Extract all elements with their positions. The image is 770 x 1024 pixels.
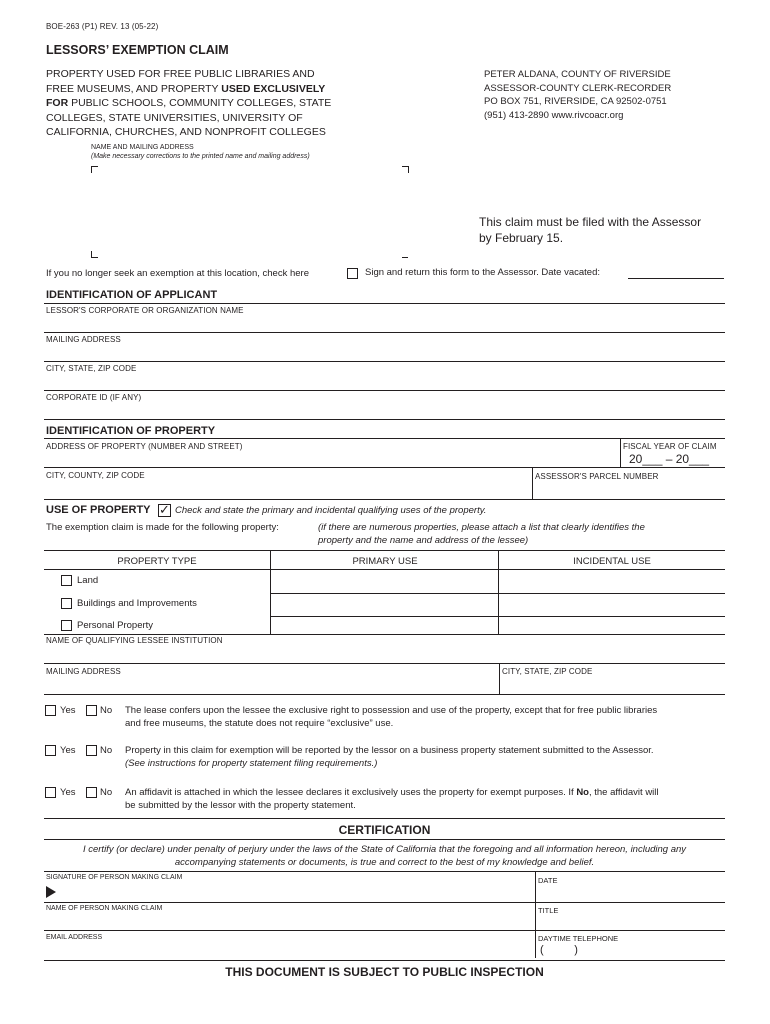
buildings-incidental-use[interactable] (500, 595, 724, 615)
q3-yes-checkbox[interactable] (45, 787, 56, 798)
subtitle-emphasis: USED EXCLUSIVELY (221, 82, 326, 95)
personal-property-checkbox[interactable] (61, 620, 72, 631)
lessee-city-field[interactable] (501, 677, 724, 693)
q2-line: Property in this claim for exemption will be reported by the lessor on a business property statement submitted to the Assessor. (125, 745, 654, 756)
lessee-mailing-label: MAILING ADDRESS (46, 667, 121, 676)
property-heading: IDENTIFICATION OF PROPERTY (46, 425, 216, 437)
sign-here-arrow-icon (46, 886, 56, 898)
checkmark-icon: ✓ (159, 502, 170, 517)
corporate-id-label: CORPORATE ID (IF ANY) (46, 393, 142, 402)
address-window[interactable] (88, 170, 408, 254)
name-field[interactable] (44, 915, 532, 929)
lessee-name-label: NAME OF QUALIFYING LESSEE INSTITUTION (46, 636, 223, 645)
q3-text (125, 787, 659, 812)
divider (44, 361, 725, 362)
fiscal-year-label: FISCAL YEAR OF CLAIM (623, 442, 717, 451)
deadline-line: This claim must be filed with the Assessor (479, 215, 702, 229)
q3-no-label: No (100, 787, 113, 798)
applicant-heading: IDENTIFICATION OF APPLICANT (46, 289, 218, 301)
q2-text (125, 745, 654, 770)
property-address-label: ADDRESS OF PROPERTY (NUMBER AND STREET) (46, 442, 243, 451)
personal-property-incidental-use[interactable] (500, 618, 724, 633)
subtitle-line (46, 82, 376, 97)
q1-yes-label: Yes (60, 705, 76, 716)
buildings-checkbox[interactable] (61, 598, 72, 609)
personal-property-primary-use[interactable] (272, 618, 497, 633)
certification-line: I certify (or declare) under penalty of perjury under the laws of the State of California that the foregoing and all information hereon, including any (82, 844, 687, 855)
divider (44, 467, 725, 468)
subtitle-line: CALIFORNIA, CHURCHES, AND NONPROFIT COLLEGES (46, 126, 326, 138)
email-label: EMAIL ADDRESS (46, 934, 103, 941)
divider (535, 871, 536, 958)
assessor-line: (951) 413-2890 www.rivcoacr.org (484, 109, 624, 121)
signature-field[interactable] (60, 884, 530, 900)
divider (44, 930, 725, 931)
q3-line: be submitted by the lessor with the property statement. (125, 799, 356, 811)
vacate-text: If you no longer seek an exemption at this location, check here (46, 268, 309, 279)
lessee-mailing-field[interactable] (44, 677, 497, 693)
assessor-line: PETER ALDANA, COUNTY OF RIVERSIDE (484, 69, 671, 80)
property-address-field[interactable] (44, 452, 618, 466)
claim-note: (if there are numerous properties, please attach a list that clearly identifies the (318, 522, 645, 533)
col-incidental-use: INCIDENTAL USE (573, 556, 651, 567)
lessor-name-field[interactable] (44, 316, 725, 331)
vacated-checkbox[interactable] (347, 268, 358, 279)
date-field[interactable] (537, 886, 724, 901)
title-label: TITLE (538, 906, 559, 915)
divider (44, 303, 725, 304)
q3-text-emphasis: No (576, 787, 589, 798)
certification-line: accompanying statements or documents, is true and correct to the best of my knowledge and belief. (174, 856, 595, 868)
buildings-primary-use[interactable] (272, 595, 497, 615)
table-border (270, 616, 725, 617)
parcel-number-label: ASSESSOR'S PARCEL NUMBER (535, 472, 659, 481)
name-label: NAME OF PERSON MAKING CLAIM (46, 905, 163, 912)
q1-yes-checkbox[interactable] (45, 705, 56, 716)
mailing-address-label: MAILING ADDRESS (46, 335, 121, 344)
property-city-field[interactable] (44, 481, 530, 497)
lessee-name-field[interactable] (44, 646, 725, 662)
divider (44, 694, 725, 695)
use-checkbox[interactable] (158, 504, 171, 517)
claim-note: property and the name and address of the lessee) (318, 535, 529, 546)
land-checkbox[interactable] (61, 575, 72, 586)
land-label: Land (77, 575, 99, 586)
public-inspection-footer: THIS DOCUMENT IS SUBJECT TO PUBLIC INSPECTION (225, 965, 544, 979)
city-state-zip-label: CITY, STATE, ZIP CODE (46, 364, 137, 373)
divider (499, 663, 500, 694)
divider (44, 902, 725, 903)
vacate-instruction: Sign and return this form to the Assessor. Date vacated: (365, 267, 600, 278)
deadline-line: by February 15. (479, 231, 564, 245)
q3-text-part: An affidavit is attached in which the lessee declares it exclusively uses the property for exempt purposes. If (125, 787, 577, 798)
divider (44, 438, 725, 439)
subtitle-line: COLLEGES, STATE UNIVERSITIES, UNIVERSITY OF (46, 111, 303, 124)
land-primary-use[interactable] (272, 571, 497, 592)
q2-no-checkbox[interactable] (86, 745, 97, 756)
table-border (44, 550, 725, 551)
divider (44, 390, 725, 391)
table-border (270, 593, 725, 594)
q1-no-label: No (100, 705, 113, 716)
form-subtitle (46, 67, 376, 140)
col-property-type: PROPERTY TYPE (117, 556, 197, 567)
use-heading: USE OF PROPERTY (46, 504, 151, 516)
col-primary-use: PRIMARY USE (352, 556, 418, 567)
divider (44, 871, 725, 872)
q1-no-checkbox[interactable] (86, 705, 97, 716)
subtitle-emphasis: FOR (46, 97, 69, 109)
divider (44, 332, 725, 333)
title-field[interactable] (537, 915, 724, 929)
divider (44, 839, 725, 840)
land-incidental-use[interactable] (500, 571, 724, 592)
claim-text: The exemption claim is made for the following property: (46, 522, 279, 533)
corporate-id-field[interactable] (44, 403, 725, 418)
mailing-address-field[interactable] (44, 345, 725, 360)
certification-statement (44, 844, 725, 869)
table-border (498, 550, 499, 634)
subtitle-line (46, 96, 376, 111)
date-vacated-field[interactable] (628, 266, 724, 279)
table-border (44, 569, 725, 570)
q2-yes-label: Yes (60, 745, 76, 756)
divider (620, 438, 621, 467)
divider (532, 467, 533, 499)
parcel-number-field[interactable] (534, 482, 724, 498)
table-border (270, 550, 271, 634)
divider (44, 960, 725, 961)
phone-field[interactable]: ( ) (540, 944, 578, 956)
divider (44, 499, 725, 500)
subtitle-text: FREE MUSEUMS, AND PROPERTY (46, 82, 222, 95)
subtitle-text: PUBLIC SCHOOLS, COMMUNITY COLLEGES, STATE (68, 97, 332, 109)
q1-line: The lease confers upon the lessee the exclusive right to possession and use of the property, except that for free public libraries (125, 705, 658, 716)
name-mailing-label: NAME AND MAILING ADDRESS (91, 144, 194, 151)
filing-deadline (479, 214, 701, 246)
q1-text (125, 705, 657, 730)
form-title: LESSORS’ EXEMPTION CLAIM (46, 43, 229, 57)
q1-line: and free museums, the statute does not require “exclusive” use. (125, 717, 394, 729)
form-id: BOE-263 (P1) REV. 13 (05-22) (46, 22, 159, 31)
q2-line: (See instructions for property statement filing requirements.) (125, 757, 378, 769)
q2-no-label: No (100, 745, 113, 756)
q2-yes-checkbox[interactable] (45, 745, 56, 756)
q3-yes-label: Yes (60, 787, 76, 798)
divider (44, 419, 725, 420)
assessor-address (484, 68, 671, 122)
use-instruction: Check and state the primary and incidental qualifying uses of the property. (175, 505, 487, 516)
buildings-label: Buildings and Improvements (77, 598, 197, 609)
table-border (44, 634, 725, 635)
phone-label: DAYTIME TELEPHONE (538, 934, 619, 943)
certification-heading: CERTIFICATION (338, 823, 431, 837)
q3-text-part: , the affidavit will (588, 787, 659, 798)
divider (44, 818, 725, 819)
q3-no-checkbox[interactable] (86, 787, 97, 798)
city-state-zip-field[interactable] (44, 374, 725, 389)
signature-label: SIGNATURE OF PERSON MAKING CLAIM (46, 874, 183, 881)
subtitle-line: PROPERTY USED FOR FREE PUBLIC LIBRARIES AND (46, 68, 315, 80)
email-field[interactable] (44, 944, 532, 958)
fiscal-year-field[interactable]: 20___ – 20___ (629, 452, 710, 466)
property-city-label: CITY, COUNTY, ZIP CODE (46, 471, 145, 480)
divider (44, 663, 725, 664)
assessor-line: PO BOX 751, RIVERSIDE, CA 92502-0751 (484, 96, 667, 107)
lessor-name-label: LESSOR'S CORPORATE OR ORGANIZATION NAME (46, 306, 244, 315)
q3-line (125, 787, 659, 800)
date-label: DATE (538, 876, 558, 885)
name-mailing-note: (Make necessary corrections to the printed name and mailing address) (91, 153, 310, 160)
lessee-city-label: CITY, STATE, ZIP CODE (502, 667, 593, 676)
personal-property-label: Personal Property (77, 620, 154, 631)
assessor-line: ASSESSOR-COUNTY CLERK-RECORDER (484, 82, 672, 94)
